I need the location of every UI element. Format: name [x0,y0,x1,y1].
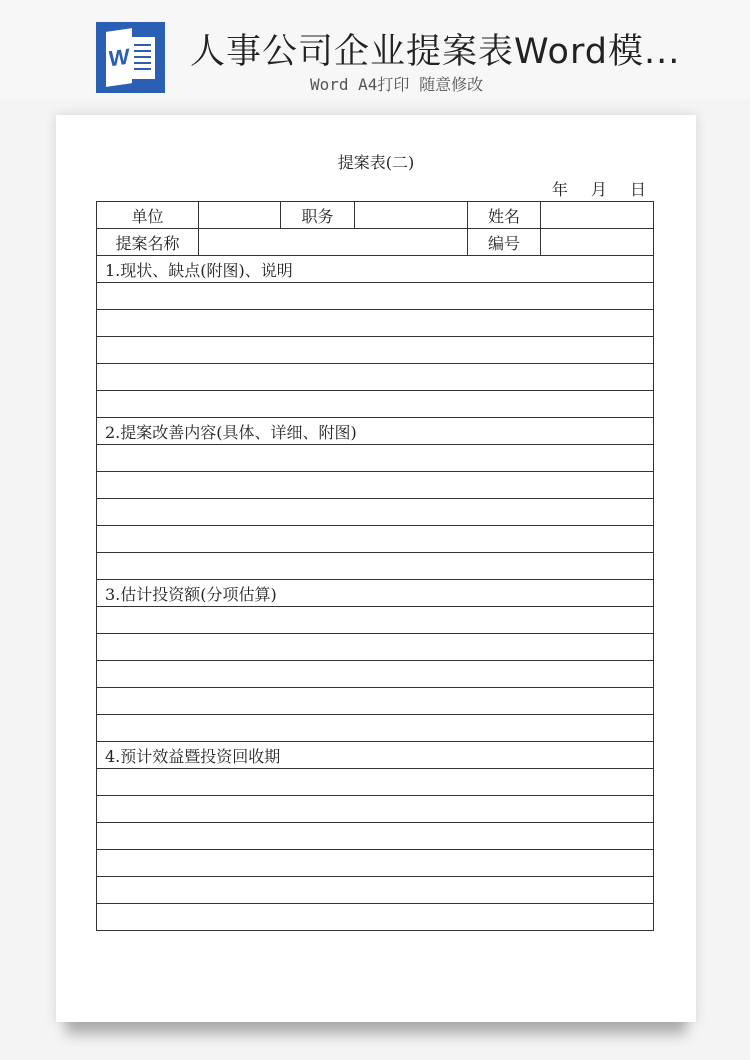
section-entry-field[interactable] [97,472,654,499]
section-entry-field[interactable] [97,445,654,472]
section-entry-field[interactable] [97,877,654,904]
section-header-row [97,742,654,769]
section-entry-field[interactable] [97,553,654,580]
proposal-name-label: 提案名称 [97,229,199,256]
section-label: 1.现状、缺点(附图)、说明 [97,256,654,283]
unit-label: 单位 [97,202,199,229]
section-entry-field[interactable] [97,526,654,553]
section-entry-field[interactable] [97,715,654,742]
section-entry-field[interactable] [97,823,654,850]
word-letter: W [106,28,132,87]
section-label: 3.估计投资额(分项估算) [97,580,654,607]
blank-row [97,688,654,715]
blank-row [97,850,654,877]
section-entry-field[interactable] [97,337,654,364]
proposal-form-table [96,201,654,931]
document-lines-icon [129,37,155,79]
section-entry-field[interactable] [97,796,654,823]
section-label: 2.提案改善内容(具体、详细、附图) [97,418,654,445]
blank-row [97,337,654,364]
word-icon [96,22,165,93]
header-row-2 [97,229,654,256]
name-field[interactable] [541,202,654,229]
number-field[interactable] [541,229,654,256]
blank-row [97,364,654,391]
blank-row [97,661,654,688]
banner [0,0,750,100]
proposal-name-field[interactable] [199,229,468,256]
section-header-row [97,256,654,283]
section-header-row [97,418,654,445]
blank-row [97,823,654,850]
section-entry-field[interactable] [97,769,654,796]
template-title: 人事公司企业提案表Word模... [190,32,681,72]
number-label: 编号 [468,229,541,256]
section-entry-field[interactable] [97,904,654,931]
date-line: 年 月 日 [551,180,646,199]
position-field[interactable] [355,202,468,229]
document-page [56,115,696,1022]
section-entry-field[interactable] [97,364,654,391]
header-row-1 [97,202,654,229]
section-entry-field[interactable] [97,391,654,418]
blank-row [97,472,654,499]
blank-row [97,715,654,742]
section-entry-field[interactable] [97,607,654,634]
blank-row [97,553,654,580]
blank-row [97,283,654,310]
blank-row [97,310,654,337]
name-label: 姓名 [468,202,541,229]
blank-row [97,877,654,904]
blank-row [97,769,654,796]
blank-row [97,634,654,661]
section-entry-field[interactable] [97,310,654,337]
document-title: 提案表(二) [337,153,415,172]
section-entry-field[interactable] [97,634,654,661]
section-header-row [97,580,654,607]
blank-row [97,391,654,418]
section-entry-field[interactable] [97,688,654,715]
section-entry-field[interactable] [97,499,654,526]
unit-field[interactable] [199,202,281,229]
section-entry-field[interactable] [97,283,654,310]
section-entry-field[interactable] [97,661,654,688]
blank-row [97,607,654,634]
blank-row [97,499,654,526]
position-label: 职务 [281,202,355,229]
blank-row [97,445,654,472]
template-subtitle: Word A4打印 随意修改 [310,75,484,94]
section-label: 4.预计效益暨投资回收期 [97,742,654,769]
blank-row [97,526,654,553]
blank-row [97,904,654,931]
section-entry-field[interactable] [97,850,654,877]
blank-row [97,796,654,823]
